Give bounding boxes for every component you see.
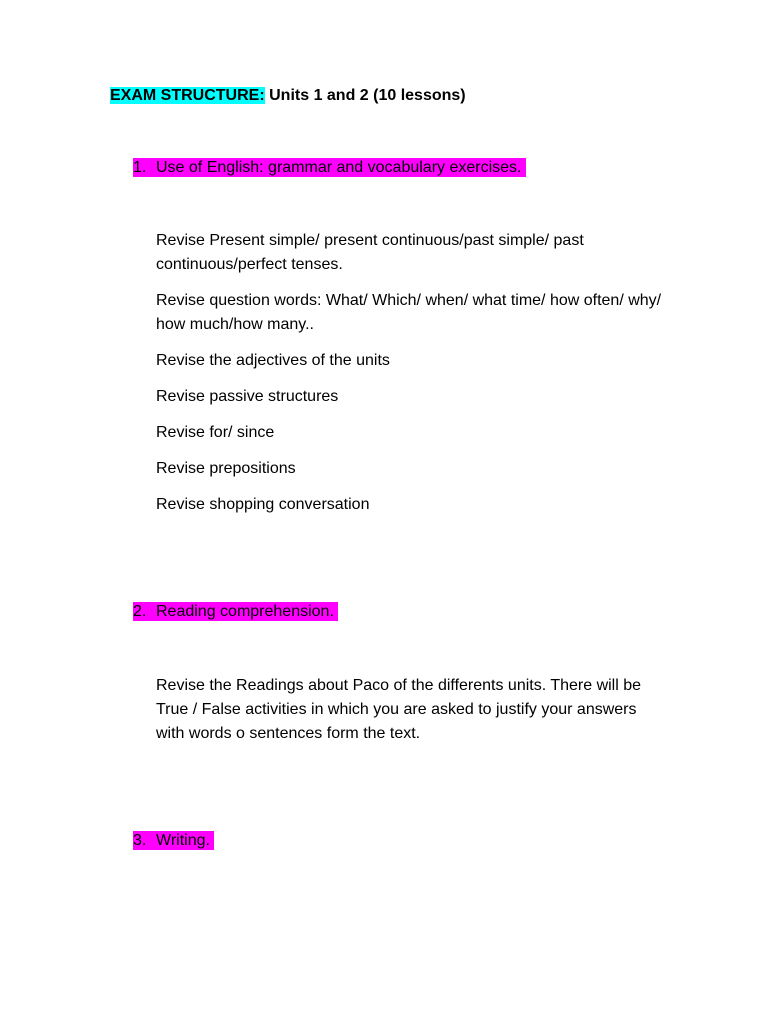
title-rest: Units 1 and 2 (10 lessons) (264, 87, 466, 104)
section-1-item: Revise shopping conversation (156, 496, 370, 513)
section-2-item: Revise the Readings about Paco of the differents units. There will be True / False activities in which you are asked to justify your answers with words o sentences form the text. (156, 677, 642, 742)
section-2-heading (133, 602, 338, 622)
exam-title (110, 86, 466, 106)
section-3-highlight (133, 831, 214, 850)
section-1-item: Revise the adjectives of the units (156, 352, 390, 369)
section-3-title: Writing. (156, 832, 210, 849)
section-1-heading (133, 158, 526, 178)
section-2-highlight (133, 602, 338, 621)
section-2-title: Reading comprehension. (156, 603, 334, 620)
section-1-title: Use of English: grammar and vocabulary exercises. (156, 159, 522, 176)
section-1-item: Revise passive structures (156, 388, 339, 405)
section-1-highlight (133, 158, 526, 177)
section-1-item: Revise question words: What/ Which/ when/ what time/ how often/ why/ how much/how many.. (156, 292, 662, 333)
section-1-item: Revise Present simple/ present continuous/past simple/ past continuous/perfect tenses. (156, 232, 584, 273)
section-1-number: 1. (133, 159, 147, 176)
section-3-heading (133, 831, 214, 851)
section-1-item: Revise prepositions (156, 460, 296, 477)
section-2-number: 2. (133, 603, 147, 620)
section-1-item: Revise for/ since (156, 424, 275, 441)
title-highlight: EXAM STRUCTURE: (110, 87, 265, 104)
section-3-number: 3. (133, 832, 147, 849)
